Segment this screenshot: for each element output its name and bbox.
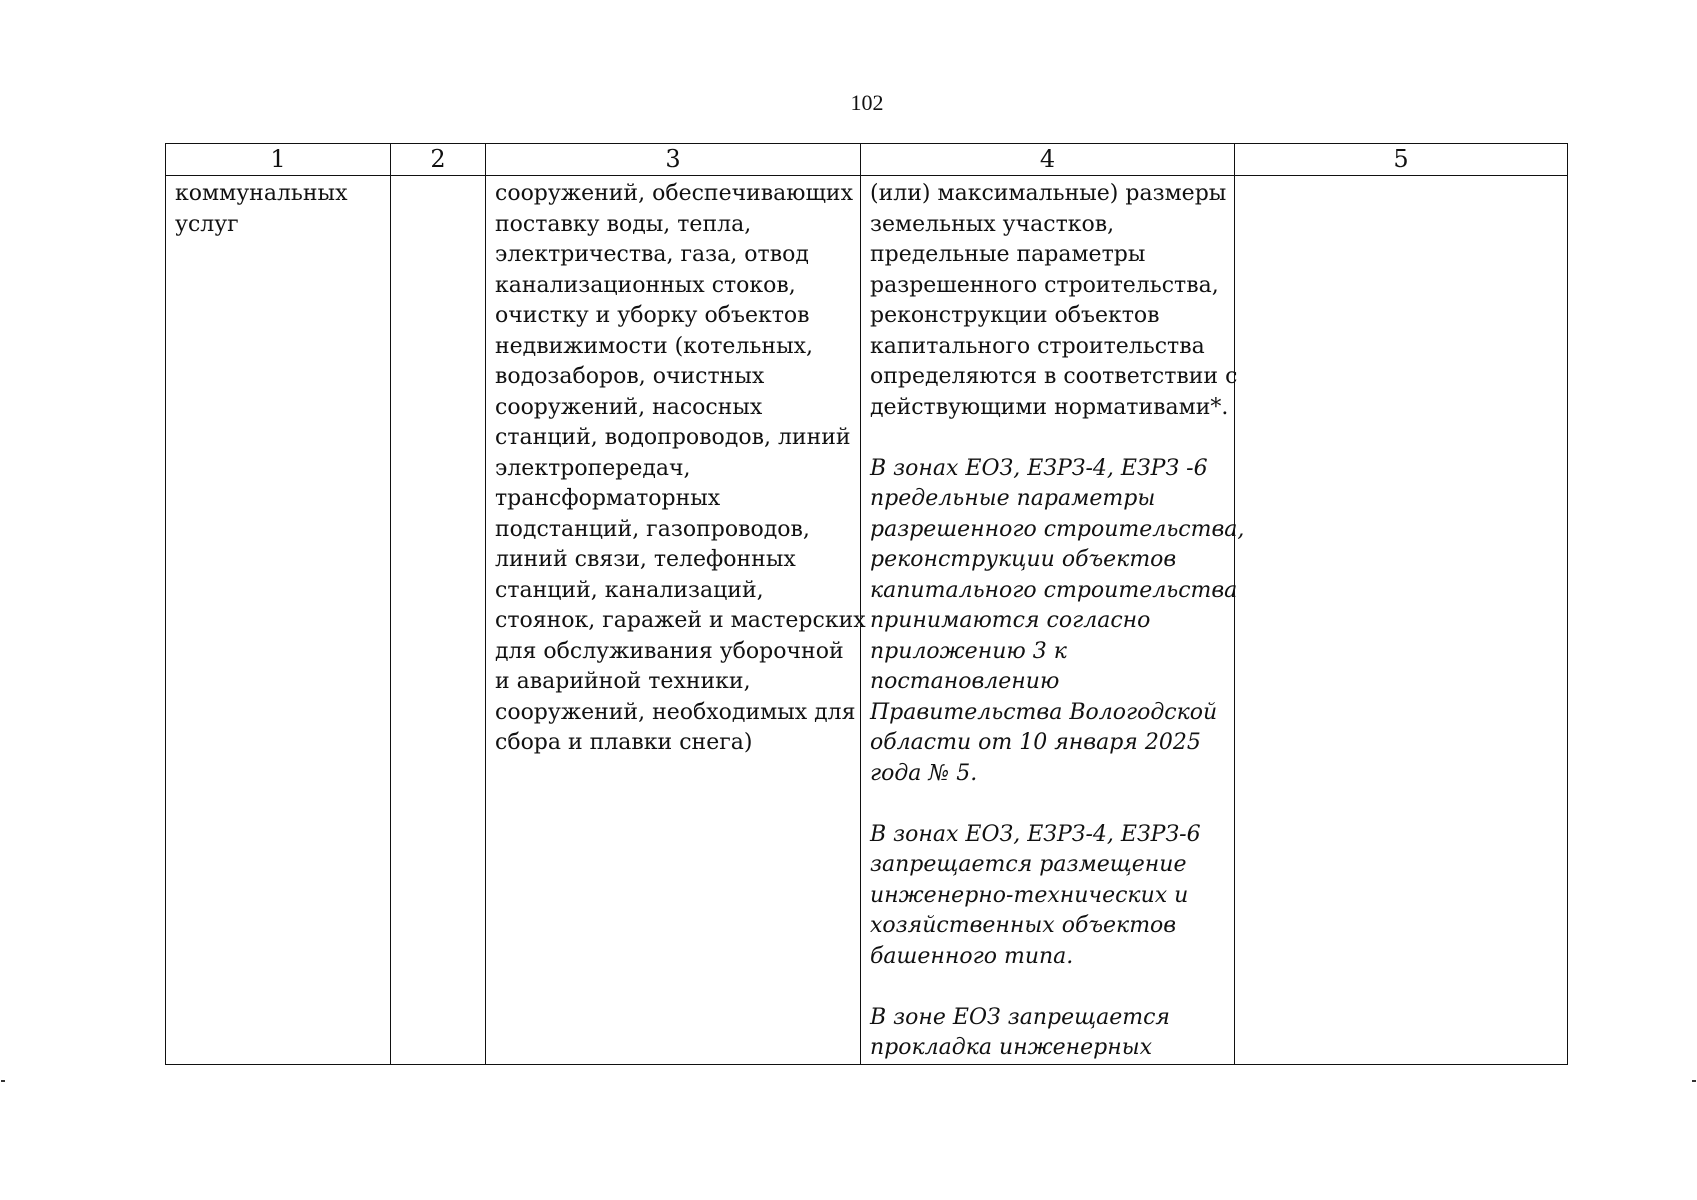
header-cell-3: 3 <box>486 144 861 176</box>
col4-paragraph-2 <box>870 454 1245 790</box>
col4-line: определяются в соответствии с <box>870 364 1238 389</box>
col4-line: В зонах ЕОЗ, ЕЗРЗ-4, ЕЗРЗ -6 <box>870 455 1208 481</box>
col3-line: станций, канализаций, <box>495 577 764 603</box>
cell-col3 <box>486 176 866 1065</box>
paragraph-gap <box>870 972 1225 1003</box>
col4-line: предельные параметры <box>870 486 1156 511</box>
cell-col2 <box>391 176 486 1065</box>
scan-edge-mark-right <box>1692 1080 1696 1082</box>
col3-line: электропередач, <box>495 455 691 481</box>
col4-line: (или) максимальные) размеры <box>870 181 1227 206</box>
col3-line: трансформаторных <box>495 486 721 511</box>
cell-col5 <box>1235 176 1568 1065</box>
col3-line: стоянок, гаражей и мастерских <box>495 608 866 633</box>
paragraph-gap <box>870 789 1225 820</box>
col3-line: сбора и плавки снега) <box>495 730 753 755</box>
col3-line: и аварийной техники, <box>495 669 751 694</box>
col4-paragraph-4 <box>870 1003 1225 1064</box>
col3-line: недвижимости (котельных, <box>495 333 813 359</box>
table-header-row <box>166 144 1568 176</box>
col1-line: услуг <box>175 211 239 237</box>
col3-line: электричества, газа, отвод <box>495 242 809 267</box>
header-cell-4: 4 <box>861 144 1235 176</box>
regulations-table <box>165 143 1568 1065</box>
col3-line: сооружений, необходимых для <box>495 699 856 725</box>
col4-line: реконструкции объектов <box>870 547 1177 572</box>
paragraph-gap <box>870 423 1225 454</box>
col4-line: постановлению <box>870 669 1060 694</box>
cell-col4 <box>861 176 1245 1065</box>
col4-line: реконструкции объектов <box>870 303 1160 328</box>
col4-line: башенного типа. <box>870 943 1074 969</box>
table-row <box>166 176 1568 1065</box>
col4-line: разрешенного строительства, <box>870 272 1219 298</box>
col4-line: разрешенного строительства, <box>870 516 1245 542</box>
col4-line: капитального строительства <box>870 577 1238 603</box>
col1-line: коммунальных <box>175 181 348 206</box>
col4-text <box>861 176 1245 1064</box>
col3-line: водозаборов, очистных <box>495 364 765 389</box>
col1-text <box>166 176 390 240</box>
cell-col1 <box>166 176 391 1065</box>
col4-line: области от 10 января 2025 <box>870 730 1201 755</box>
col4-line: предельные параметры <box>870 242 1146 267</box>
col4-line: В зоне ЕОЗ запрещается <box>870 1004 1170 1030</box>
col4-line: прокладка инженерных <box>870 1035 1153 1060</box>
col4-line: Правительства Вологодской <box>870 699 1218 725</box>
col3-line: сооружений, обеспечивающих <box>495 181 853 206</box>
header-cell-1: 1 <box>166 144 391 176</box>
col3-text <box>486 176 866 759</box>
col3-line: линий связи, телефонных <box>495 547 796 572</box>
col3-line: канализационных стоков, <box>495 272 796 298</box>
col3-line: сооружений, насосных <box>495 394 763 420</box>
col4-line: земельных участков, <box>870 211 1115 237</box>
page-number: 102 <box>850 90 884 115</box>
col3-line: очистку и уборку объектов <box>495 303 810 328</box>
col4-line: хозяйственных объектов <box>870 913 1177 938</box>
col4-line: года № 5. <box>870 760 978 786</box>
col3-line: поставку воды, тепла, <box>495 211 752 237</box>
header-cell-5: 5 <box>1235 144 1568 176</box>
col4-line: инженерно-технических и <box>870 882 1189 908</box>
col3-line: для обслуживания уборочной <box>495 638 844 664</box>
col4-paragraph-3 <box>870 820 1225 973</box>
col4-paragraph-1 <box>870 179 1238 423</box>
col4-line: действующими нормативами*. <box>870 394 1229 420</box>
col4-line: принимаются согласно <box>870 608 1151 633</box>
col3-line: станций, водопроводов, линий <box>495 425 851 450</box>
col4-line: капитального строительства <box>870 333 1205 359</box>
col4-line: В зонах ЕОЗ, ЕЗРЗ-4, ЕЗРЗ-6 <box>870 821 1201 847</box>
col4-line: приложению 3 к <box>870 638 1067 664</box>
header-cell-2: 2 <box>391 144 486 176</box>
scan-edge-mark-left <box>1 1080 5 1082</box>
col4-line: запрещается размещение <box>870 852 1187 877</box>
col3-line: подстанций, газопроводов, <box>495 516 810 542</box>
